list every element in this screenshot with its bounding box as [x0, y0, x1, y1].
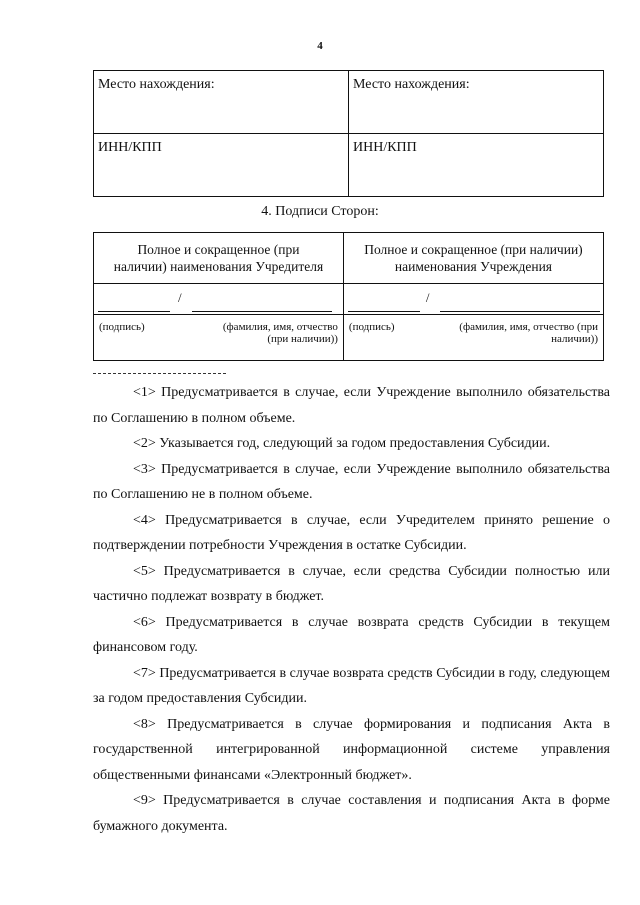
founder-name-caption-line-2: (при наличии))	[267, 333, 338, 345]
founder-header-line-1: Полное и сокращенное (при	[137, 242, 300, 257]
footnote-separator	[93, 373, 226, 374]
institution-signature-underline	[348, 311, 420, 312]
institution-signature-caption: (подпись)	[348, 321, 395, 333]
signatures-table	[93, 232, 604, 361]
footnotes	[93, 380, 610, 839]
institution-inn-cell: ИНН/КПП	[349, 134, 604, 197]
founder-name-header	[94, 233, 344, 284]
founder-signature-line	[94, 284, 344, 315]
institution-name-caption	[459, 321, 598, 345]
page-number: 4	[317, 40, 323, 52]
institution-slash: /	[425, 290, 430, 305]
footnote-6: <6> Предусматривается в случае возврата средств Субсидии в текущем финансовом году.	[93, 614, 610, 655]
footnote-5: <5> Предусматривается в случае, если средства Субсидии полностью или частично подлежат возврату в бюджет.	[93, 563, 610, 604]
founder-signature-caption: (подпись)	[99, 321, 145, 333]
institution-header-line-2: наименования Учреждения	[394, 259, 553, 274]
founder-header-line-2: наличии) наименования Учредителя	[113, 259, 324, 274]
founder-name-caption	[223, 321, 338, 345]
founder-name-caption-line-1: (фамилия, имя, отчество	[222, 321, 338, 333]
institution-name-caption-line-1: (фамилия, имя, отчество (при	[459, 321, 598, 333]
footnote-7: <7> Предусматривается в случае возврата средств Субсидии в году, следующем за годом предоставления Субсидии.	[93, 665, 610, 706]
footnote-3: <3> Предусматривается в случае, если Учреждение выполнило обязательства по Соглашению не в полном объеме.	[93, 461, 610, 502]
founder-location-cell: Место нахождения:	[94, 71, 349, 134]
founder-signature-underline	[98, 311, 170, 312]
founder-name-underline	[192, 311, 332, 312]
address-table	[93, 70, 604, 197]
institution-signature-line	[343, 284, 603, 315]
institution-name-header	[343, 233, 603, 284]
institution-name-underline	[440, 311, 600, 312]
institution-caption-cell	[343, 315, 603, 361]
institution-location-cell: Место нахождения:	[349, 71, 604, 134]
institution-name-caption-line-2: наличии))	[551, 333, 598, 345]
footnote-2: <2> Указывается год, следующий за годом предоставления Субсидии.	[133, 436, 551, 451]
footnote-4: <4> Предусматривается в случае, если Учредителем принято решение о подтверждении потребности Учреждения в остатке Субсидии.	[93, 512, 610, 553]
founder-caption-cell	[94, 315, 344, 361]
founder-inn-cell: ИНН/КПП	[94, 134, 349, 197]
section-title: 4. Подписи Сторон:	[261, 204, 379, 219]
footnote-8: <8> Предусматривается в случае формирования и подписания Акта в государственной интегрированной информационной системе управления общественными финансами «Электронный бюджет».	[93, 716, 610, 783]
footnote-1: <1> Предусматривается в случае, если Учреждение выполнило обязательства по Соглашению в полном объеме.	[93, 385, 610, 426]
institution-header-line-1: Полное и сокращенное (при наличии)	[364, 242, 583, 257]
footnote-9: <9> Предусматривается в случае составления и подписания Акта в форме бумажного документа.	[93, 793, 610, 834]
founder-slash: /	[178, 290, 182, 305]
